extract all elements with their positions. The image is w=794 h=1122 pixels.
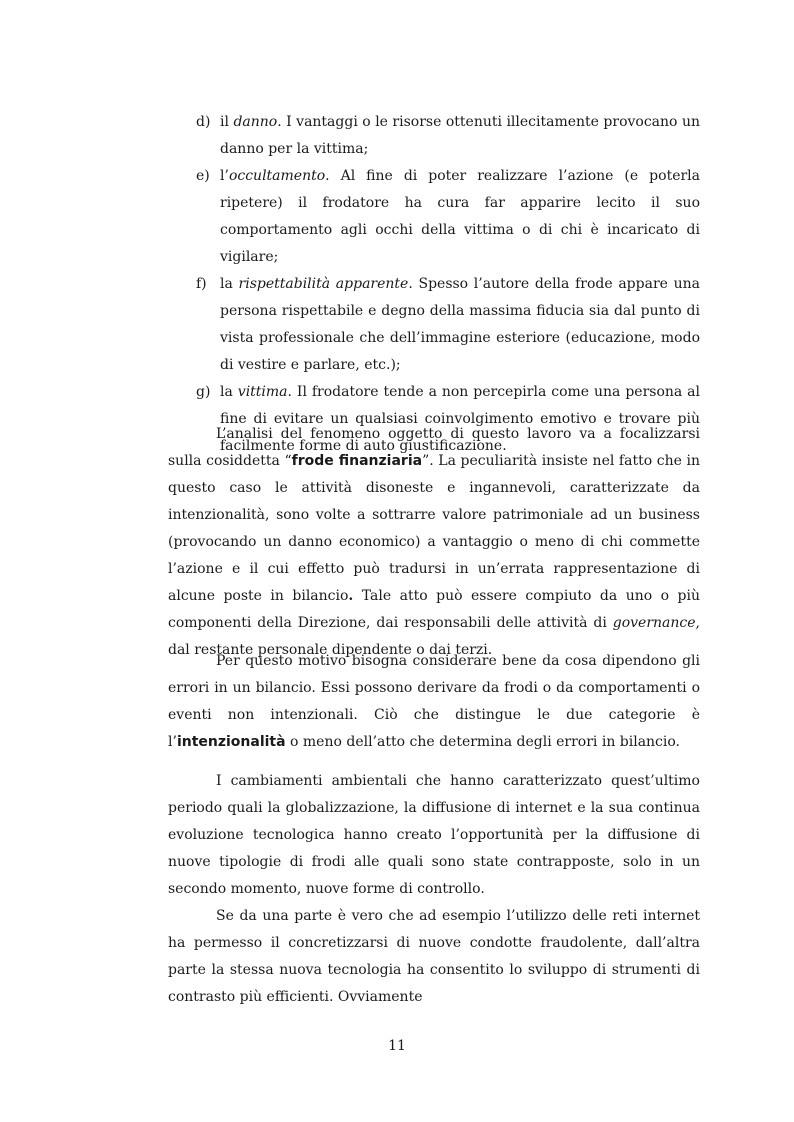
list-item: f) la rispettabilità apparente. Spesso l’autore della frode appare una persona rispettabile e degno della massima fiducia sia dal punto di vista professionale che dell’immagine esteriore (educazione, modo di vestire e parlare, etc.); bbox=[196, 271, 700, 379]
bold-term: intenzionalità bbox=[176, 734, 286, 750]
paragraph-cambiamenti: I cambiamenti ambientali che hanno caratterizzato quest’ultimo periodo quali la globalizzazione, la diffusione di internet e la sua continua evoluzione tecnologica hanno creato l’opportunità per la diffusione di nuove tipologie di frodi alle quali sono state contrapposte, solo in un secondo momento, nuove forme di controllo. bbox=[168, 773, 700, 897]
list-item: d) il danno. I vantaggi o le risorse ottenuti illecitamente provocano un danno per la vittima; bbox=[196, 109, 700, 163]
list-term: rispettabilità apparente bbox=[238, 276, 409, 292]
list-term: occultamento bbox=[228, 168, 326, 184]
italic-term: governance bbox=[612, 615, 696, 631]
list-marker: e) bbox=[196, 168, 210, 184]
list-marker: f) bbox=[196, 276, 207, 292]
page-number: 11 bbox=[388, 1038, 406, 1054]
list-marker: g) bbox=[196, 384, 211, 400]
list-term: vittima bbox=[237, 384, 288, 400]
paragraph-reti-internet: Se da una parte è vero che ad esempio l’utilizzo delle reti internet ha permesso il concretizzarsi di nuove condotte fraudolente, dall’altra parte la stessa nuova tecnologia ha consentito lo sviluppo di strumenti di contrasto più efficienti. Ovviamente bbox=[168, 908, 700, 1005]
bold-term: frode finanziaria bbox=[291, 453, 423, 469]
paragraph-errori-bilancio: Per questo motivo bisogna considerare bene da cosa dipendono gli errori in un bilancio. Essi possono derivare da frodi o da comportamenti o eventi non intenzionali. Ciò che distingue le due categorie è l’intenzionalità o meno dell’atto che determina degli errori in bilancio. bbox=[168, 653, 700, 750]
list-item: g) la vittima. Il frodatore tende a non percepirla come una persona al fine di evitare un qualsiasi coinvolgimento emotivo e trovare più facilmente forme di auto giustificazione. bbox=[196, 379, 700, 460]
list-item: e) l’occultamento. Al fine di poter realizzare l’azione (e poterla ripetere) il frodatore ha cura far apparire lecito il suo comportamento agli occhi della vittima o di chi è incaricato di vigilare; bbox=[196, 163, 700, 271]
paragraph-frode-finanziaria: L’analisi del fenomeno oggetto di questo lavoro va a focalizzarsi sulla cosiddetta “frode finanziaria”. La peculiarità insiste nel fatto che in questo caso le attività disoneste e ingannevoli, caratterizzate da intenzionalità, sono volte a sottrarre valore patrimoniale ad un business (provocando un danno economico) a vantaggio o meno di chi commette l’azione e il cui effetto può tradursi in un’errata rappresentazione di alcune poste in bilancio. Tale atto può essere compiuto da uno o più componenti della Direzione, dai responsabili delle attività di governance, dal restante personale dipendente o dai terzi. bbox=[168, 426, 700, 658]
elements-list bbox=[196, 109, 700, 460]
list-term: danno bbox=[233, 114, 278, 130]
list-marker: d) bbox=[196, 114, 211, 130]
